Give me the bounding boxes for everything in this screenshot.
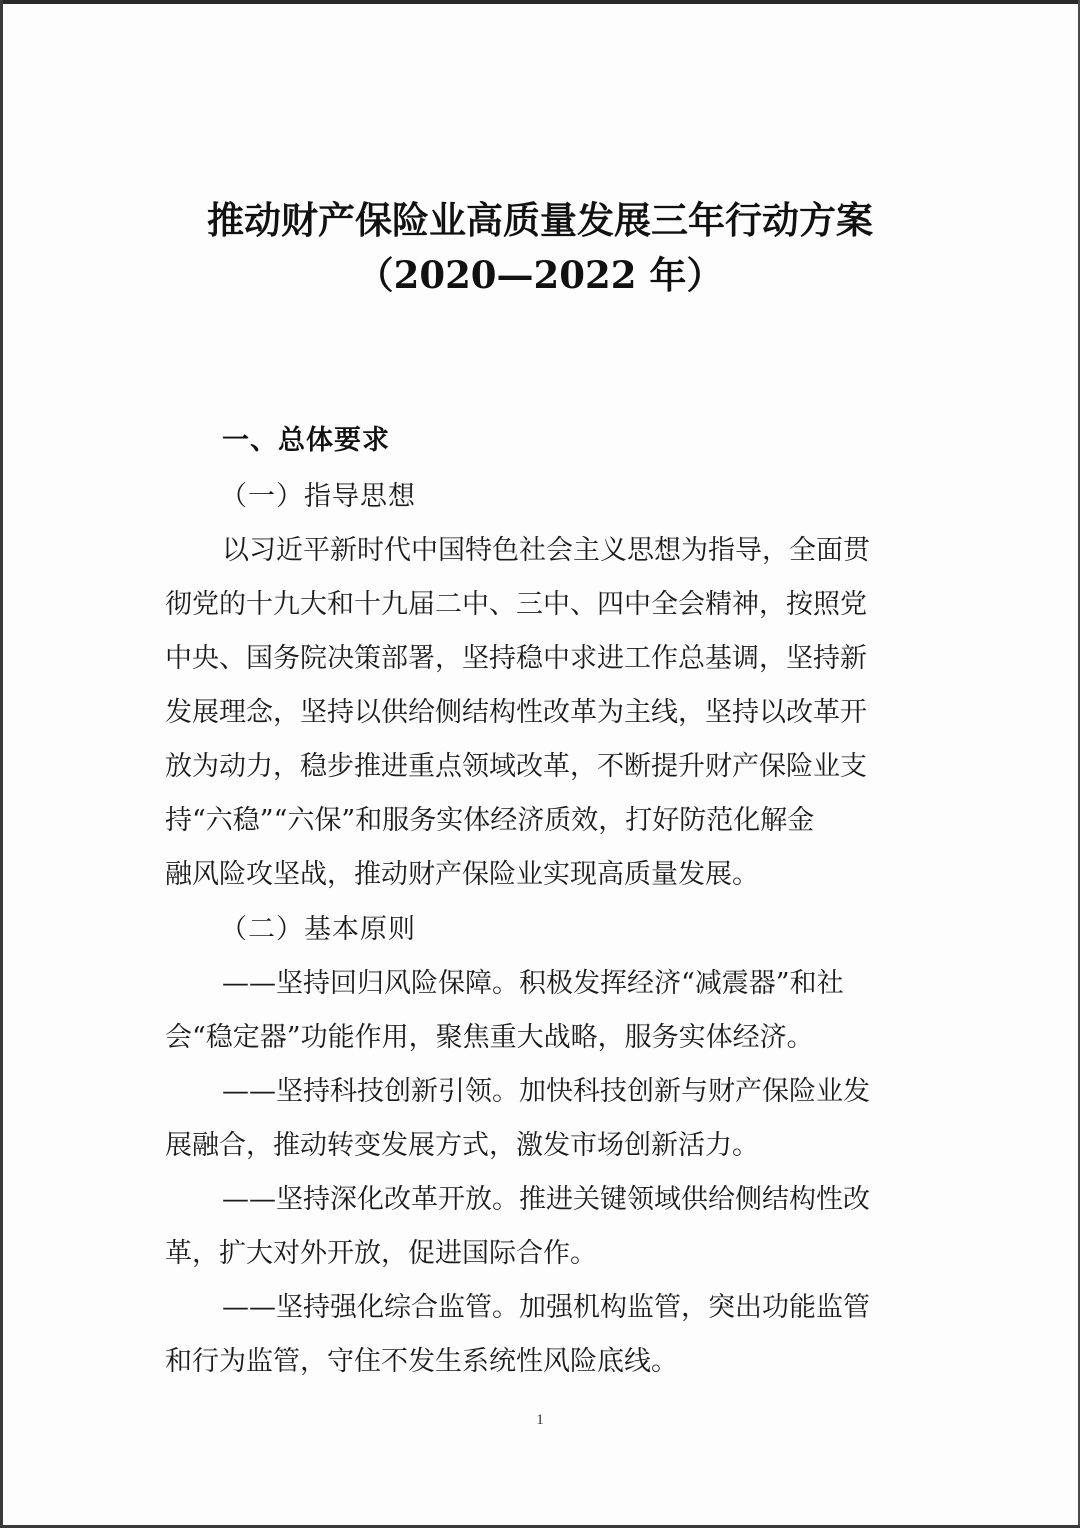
principle-line: ——坚持回归风险保障。积极发挥经济“减震器”和社 (222, 968, 844, 999)
paragraph-line: 彻党的十九大和十九届二中、三中、四中全会精神，按照党 (165, 589, 867, 620)
paragraph-line: 放为动力，稳步推进重点领域改革，不断提升财产保险业支 (165, 751, 867, 782)
page-number: 1 (536, 1412, 544, 1428)
section-heading-general-requirements: 一、总体要求 (222, 425, 390, 456)
subsection-heading-basic-principles: （二）基本原则 (220, 914, 416, 945)
scan-border-top (0, 0, 1080, 4)
subsection-heading-guiding-thought: （一）指导思想 (220, 481, 416, 512)
paragraph-line: 以习近平新时代中国特色社会主义思想为指导，全面贯 (222, 535, 870, 566)
paragraph-line: 融风险攻坚战，推动财产保险业实现高质量发展。 (165, 859, 759, 890)
principle-line: 和行为监管，守住不发生系统性风险底线。 (165, 1346, 678, 1377)
principle-line: ——坚持深化改革开放。推进关键领域供给侧结构性改 (222, 1184, 870, 1215)
principle-line: 会“稳定器”功能作用，聚焦重大战略，服务实体经济。 (165, 1022, 814, 1053)
paragraph-line: 持“六稳”“六保”和服务实体经济质效，打好防范化解金 (165, 805, 815, 836)
paragraph-line: 中央、国务院决策部署，坚持稳中求进工作总基调，坚持新 (165, 643, 867, 674)
paragraph-line: 发展理念，坚持以供给侧结构性改革为主线，坚持以改革开 (165, 697, 867, 728)
principle-line: ——坚持强化综合监管。加强机构监管，突出功能监管 (222, 1292, 870, 1323)
principle-line: 革，扩大对外开放，促进国际合作。 (165, 1238, 597, 1269)
principle-line: ——坚持科技创新引领。加快科技创新与财产保险业发 (222, 1076, 870, 1107)
document-title-years: （2020—2022 年） (356, 253, 724, 297)
principle-line: 展融合，推动转变发展方式，激发市场创新活力。 (165, 1130, 759, 1161)
document-title: 推动财产保险业高质量发展三年行动方案 (207, 198, 873, 242)
